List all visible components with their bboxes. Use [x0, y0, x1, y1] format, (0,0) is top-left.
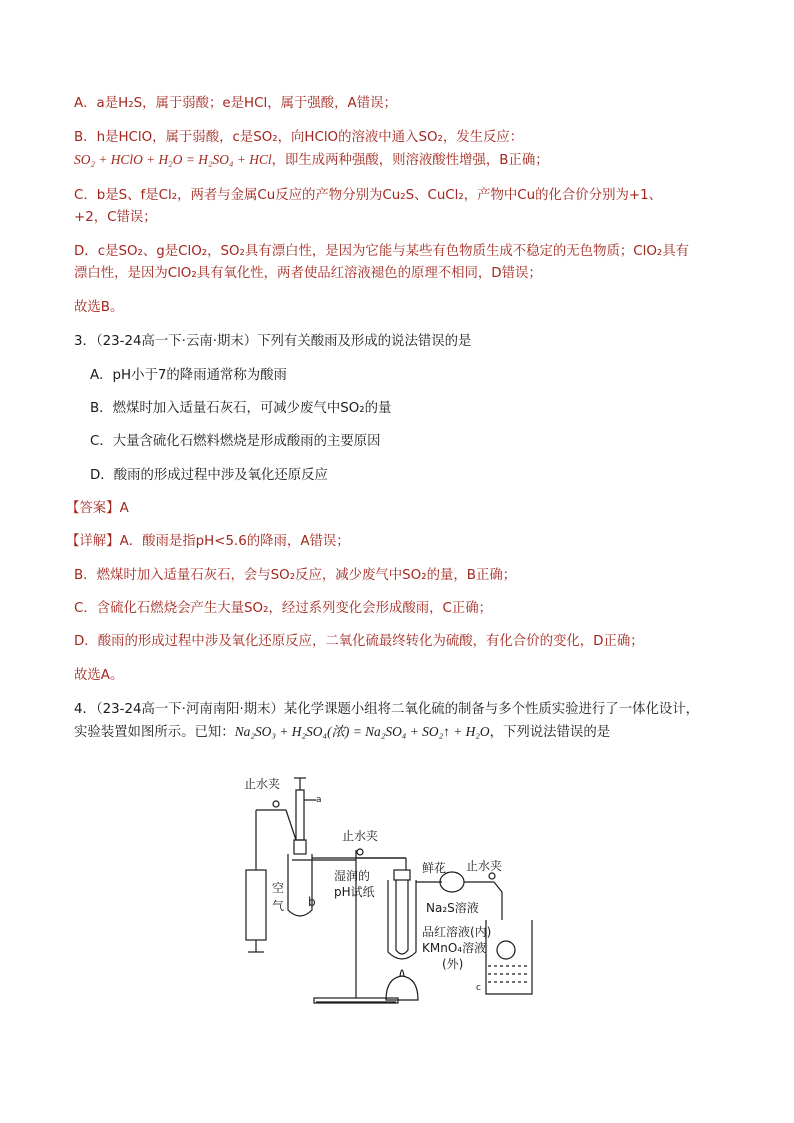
question-3-option-d: D．酸雨的形成过程中涉及氧化还原反应 [90, 468, 328, 483]
question-3-stem: 3．（23-24高一下·云南·期末）下列有关酸雨及形成的说法错误的是 [74, 334, 472, 349]
explanation-option-b: B．h是HClO，属于弱酸，c是SO₂，向HClO的溶液中通入SO₂，发生反应： [74, 130, 524, 145]
funnel-bulb [497, 941, 515, 959]
explanation-option-b-equation [74, 150, 754, 171]
explanation-conclusion: 故选B。 [74, 300, 124, 315]
ph-label-2: pH试纸 [334, 885, 375, 899]
question-4-equation: Na₂SO₃ + H₂SO₄(浓) = Na₂SO₄ + SO₂↑ + H₂O [234, 724, 490, 739]
equation-conclusion: ，即生成两种强酸，则溶液酸性增强，B正确； [271, 153, 549, 168]
stopper-2 [394, 870, 410, 880]
detail-a: A．酸雨是指pH<5.6的降雨，A错误； [119, 534, 350, 549]
detail-c: C．含硫化石燃烧会产生大量SO₂，经过系列变化会形成酸雨，C正确； [74, 601, 493, 616]
dropping-syringe-a [296, 790, 304, 840]
apparatus-diagram [236, 770, 536, 1010]
reaction-equation: SO₂ + HClO + H₂O = H₂SO₄ + HCl [74, 152, 272, 167]
question-4-stem-cont [74, 722, 754, 743]
answer-value: A [119, 501, 129, 516]
detail-conclusion: 故选A。 [74, 668, 124, 683]
label-b: b [308, 895, 316, 909]
stopper-1 [294, 840, 306, 854]
question-3-option-a: A．pH小于7的降雨通常称为酸雨 [90, 368, 287, 383]
outer-tube [388, 880, 416, 959]
clamp2-label: 止水夹 [342, 829, 379, 843]
na2s-label: Na₂S溶液 [426, 901, 479, 915]
clamp1-label: 止水夹 [244, 777, 281, 791]
question-3-option-c: C．大量含硫化石燃料燃烧是形成酸雨的主要原因 [90, 434, 381, 449]
answer-tag: 【答案】 [66, 501, 120, 516]
clamp1-knob [273, 801, 279, 807]
clamp3-knob [489, 873, 495, 879]
air-syringe [246, 870, 266, 940]
question-4-stem: 4．（23-24高一下·河南南阳·期末）某化学课题小组将二氧化硫的制备与多个性质实验进行了一体化设计， [74, 702, 700, 717]
air-label-1: 空 [272, 881, 285, 895]
clamp2-knob [357, 849, 363, 855]
explanation-option-d-cont: 漂白性，是因为ClO₂具有氧化性，两者使品红溶液褪色的原理不相同，D错误； [74, 266, 542, 281]
explanation-option-d: D．c是SO₂、g是ClO₂，SO₂具有漂白性，是因为它能与某些有色物质生成不稳定的无色物质；ClO₂具有 [74, 244, 690, 259]
explanation-option-c: C．b是S、f是Cl₂，两者与金属Cu反应的产物分别为Cu₂S、CuCl₂，产物中Cu的化合价分别为+1、 [74, 188, 663, 203]
detail-tag: 【详解】 [66, 534, 120, 549]
question-4-prefix: 实验装置如图所示。已知： [74, 725, 235, 740]
label-c: c [476, 983, 481, 993]
alcohol-lamp [386, 976, 418, 1000]
pinred-label: 品红溶液(内) [422, 925, 492, 939]
answer-line [66, 499, 754, 519]
clamp3-label: 止水夹 [466, 859, 503, 873]
flower-label: 鲜花 [422, 861, 447, 875]
ph-label-1: 湿润的 [334, 869, 371, 883]
lamp-flame [400, 970, 404, 976]
air-label-2: 气 [272, 899, 285, 913]
explanation-option-a: A．a是H₂S，属于弱酸；e是HCl，属于强酸，A错误； [74, 96, 397, 111]
detail-line-1 [66, 532, 754, 552]
explanation-option-c-cont: +2，C错误； [74, 210, 157, 225]
inner-tube [396, 880, 408, 954]
question-4-suffix: ，下列说法错误的是 [489, 725, 611, 740]
label-a: a [316, 795, 322, 805]
kmno4-label: KMnO₄溶液 [422, 941, 487, 955]
detail-b: B．燃煤时加入适量石灰石，会与SO₂反应，减少废气中SO₂的量，B正确； [74, 568, 517, 583]
na2s-bulb [440, 872, 464, 892]
beaker [486, 920, 532, 994]
question-3-option-b: B．燃煤时加入适量石灰石，可减少废气中SO₂的量 [90, 401, 392, 416]
outer-label: (外) [442, 957, 464, 971]
detail-d: D．酸雨的形成过程中涉及氧化还原反应，二氧化硫最终转化为硫酸，有化合价的变化，D正确； [74, 634, 644, 649]
